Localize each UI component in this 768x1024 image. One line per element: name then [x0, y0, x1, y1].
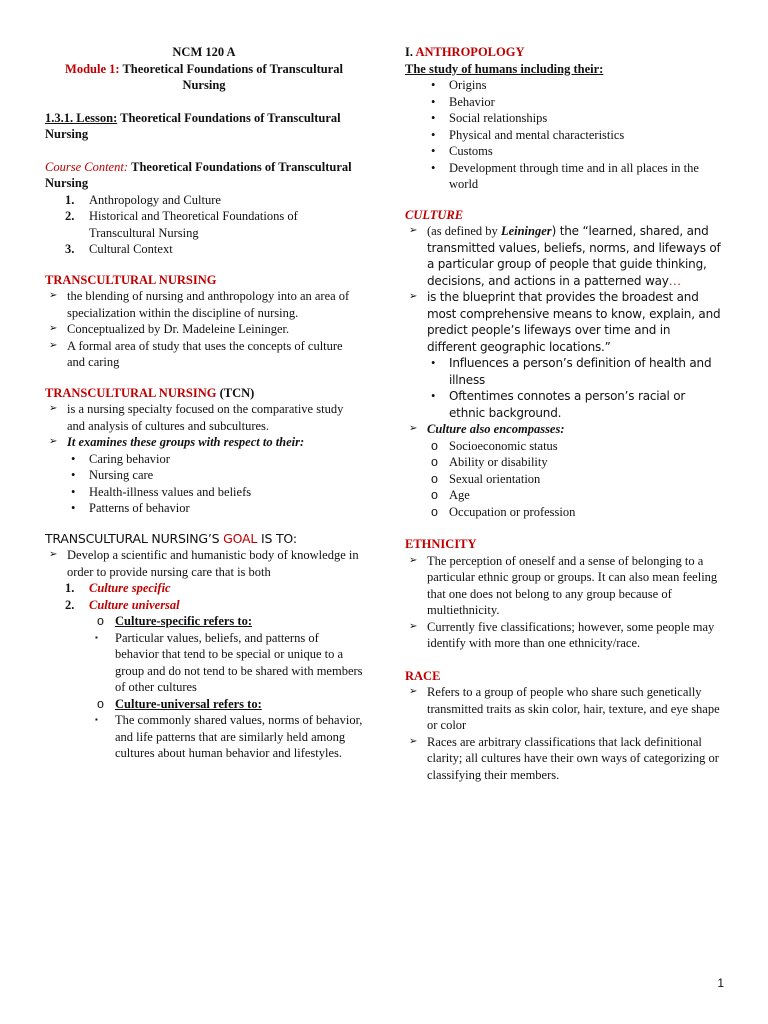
list-item: o Ability or disability	[431, 455, 548, 469]
list-item: ▪ The commonly shared values, norms of behavior, and life patterns that are similarly held among cultures about human behavior and lifestyles.	[95, 713, 363, 760]
list-item: • Origins	[431, 78, 487, 92]
culture-specific-def	[45, 630, 363, 696]
section-heading-tcn: TRANSCULTURAL NURSING (TCN)	[45, 385, 255, 400]
arrow-bullet-icon: ➢	[49, 323, 58, 334]
list-item: o Socioeconomic status	[431, 438, 558, 453]
list-item: • Social relationships	[431, 111, 548, 125]
list-item: o Age	[431, 488, 470, 502]
ethnicity-list	[405, 553, 723, 652]
lesson-title: Theoretical Foundations of Transcultural Nursing	[45, 110, 341, 141]
lesson-title-block	[45, 110, 363, 143]
list-item: o Occupation or profession	[431, 504, 576, 519]
section-heading-ethnicity: ETHNICITY	[405, 537, 477, 551]
list-item: ➢ A formal area of study that uses the concepts of culture and caring	[49, 338, 343, 369]
module-title-block	[45, 61, 363, 94]
arrow-bullet-icon: ➢	[49, 549, 58, 560]
list-item: ➢ Culture also encompasses:	[409, 422, 565, 436]
arrow-bullet-icon: ➢	[409, 225, 418, 236]
list-item: ➢ (as defined by Leininger) the “learned, shared, and transmitted values, beliefs, norms, and lifeways of a particular group of people that guide thinking, decisions, and actions in a patterned way…	[409, 224, 721, 288]
module-label: Module 1:	[65, 61, 120, 76]
section-heading-anthropology: I. ANTHROPOLOGY	[405, 45, 525, 59]
culture-encompasses	[405, 421, 723, 438]
list-item: 1. Anthropology and Culture	[65, 192, 221, 207]
arrow-bullet-icon: ➢	[409, 291, 418, 302]
goal-numbered-list	[45, 580, 363, 613]
list-item: 2. Culture universal	[65, 597, 180, 612]
list-item: • Oftentimes connotes a person’s racial or ethnic background.	[431, 389, 686, 420]
module-title: Theoretical Foundations of Transcultural Nursing	[122, 61, 343, 92]
anthropology-list	[405, 77, 723, 193]
lesson-label: 1.3.1. Lesson:	[45, 110, 118, 125]
arrow-bullet-icon: ➢	[49, 290, 58, 301]
page-number: 1	[717, 976, 724, 990]
goal-definitions-2	[45, 696, 363, 713]
list-item: ➢ Conceptualized by Dr. Madeleine Leininger.	[49, 322, 290, 336]
culture-universal-def	[45, 712, 363, 762]
list-item: • Health-illness values and beliefs	[71, 484, 252, 499]
anthropology-subtitle: The study of humans including their:	[405, 61, 604, 76]
tcn-sub-list	[45, 451, 363, 517]
list-item: 1. Culture specific	[65, 581, 171, 595]
arrow-bullet-icon: ➢	[49, 436, 58, 447]
course-content-label: Course Content:	[45, 159, 128, 174]
section-heading-goal: TRANSCULTURAL NURSING’S GOAL IS TO:	[45, 530, 297, 546]
list-item: • Customs	[431, 144, 493, 158]
arrow-bullet-icon: ➢	[49, 403, 58, 414]
list-item: ➢ Races are arbitrary classifications that lack definitional clarity; all cultures have their own ways of categorizing or classifying their members.	[409, 734, 719, 782]
course-content-block	[45, 159, 363, 192]
race-list	[405, 684, 723, 783]
culture-list	[405, 223, 723, 355]
tcn-list	[45, 401, 363, 451]
arrow-bullet-icon: ➢	[409, 686, 418, 697]
left-column	[45, 44, 363, 762]
list-item: • Physical and mental characteristics	[431, 127, 625, 142]
list-item: ➢ the blending of nursing and anthropology into an area of specialization within the discipline of nursing.	[49, 289, 350, 320]
list-item: • Nursing care	[71, 468, 154, 482]
list-item: o Culture-specific refers to:	[97, 614, 252, 628]
list-item: • Patterns of behavior	[71, 501, 190, 515]
arrow-bullet-icon: ➢	[49, 339, 58, 351]
section-heading-culture: CULTURE	[405, 207, 464, 222]
arrow-bullet-icon: ➢	[409, 735, 418, 747]
list-item: ▪ Particular values, beliefs, and patterns of behavior that tend to be special or unique to a group and do not tend to be shared with members of other cultures	[95, 630, 363, 694]
culture-encompasses-list	[405, 438, 723, 521]
arrow-bullet-icon: ➢	[409, 620, 418, 632]
course-content-list	[45, 192, 363, 258]
list-item: ➢ Currently five classifications; however, some people may identify with more than one ethnicity/race.	[409, 619, 715, 650]
list-item: ➢ is the blueprint that provides the broadest and most comprehensive means to know, explain, and predict people’s lifeways over time and in different geographic locations.”	[409, 290, 721, 354]
arrow-bullet-icon: ➢	[409, 423, 418, 434]
goal-list	[45, 547, 363, 580]
list-item: o Culture-universal refers to:	[97, 696, 262, 711]
right-column	[405, 44, 723, 783]
list-item: o Sexual orientation	[431, 471, 541, 486]
list-item: 2. Historical and Theoretical Foundations of Transcultural Nursing	[65, 209, 298, 240]
transcultural-nursing-list	[45, 288, 363, 371]
list-item: • Influences a person’s definition of health and illness	[431, 356, 712, 387]
course-code: NCM 120 A	[172, 45, 236, 59]
list-item: • Caring behavior	[71, 451, 170, 466]
list-item: ➢ is a nursing specialty focused on the comparative study and analysis of cultures and subcultures.	[49, 402, 344, 433]
culture-sub-list	[405, 355, 723, 421]
section-heading-race: RACE	[405, 668, 441, 683]
list-item: • Development through time and in all places in the world	[431, 160, 699, 191]
list-item: • Behavior	[431, 94, 495, 109]
list-item: ➢ The perception of oneself and a sense of belonging to a particular ethnic group or groups. It can also mean feeling that one does not belong to any group because of multiethnicity.	[409, 553, 718, 617]
course-content-title: Theoretical Foundations of Transcultural Nursing	[45, 159, 352, 190]
list-item: ➢ It examines these groups with respect to their:	[49, 435, 305, 449]
section-heading-transcultural-nursing: TRANSCULTURAL NURSING	[45, 272, 217, 287]
arrow-bullet-icon: ➢	[409, 554, 418, 566]
list-item: ➢ Develop a scientific and humanistic body of knowledge in order to provide nursing care that is both	[49, 548, 359, 579]
goal-definitions	[45, 613, 363, 630]
list-item: ➢ Refers to a group of people who share such genetically transmitted traits as skin color, hair, texture, and eye shape or color	[409, 685, 720, 732]
list-item: 3. Cultural Context	[65, 242, 173, 256]
